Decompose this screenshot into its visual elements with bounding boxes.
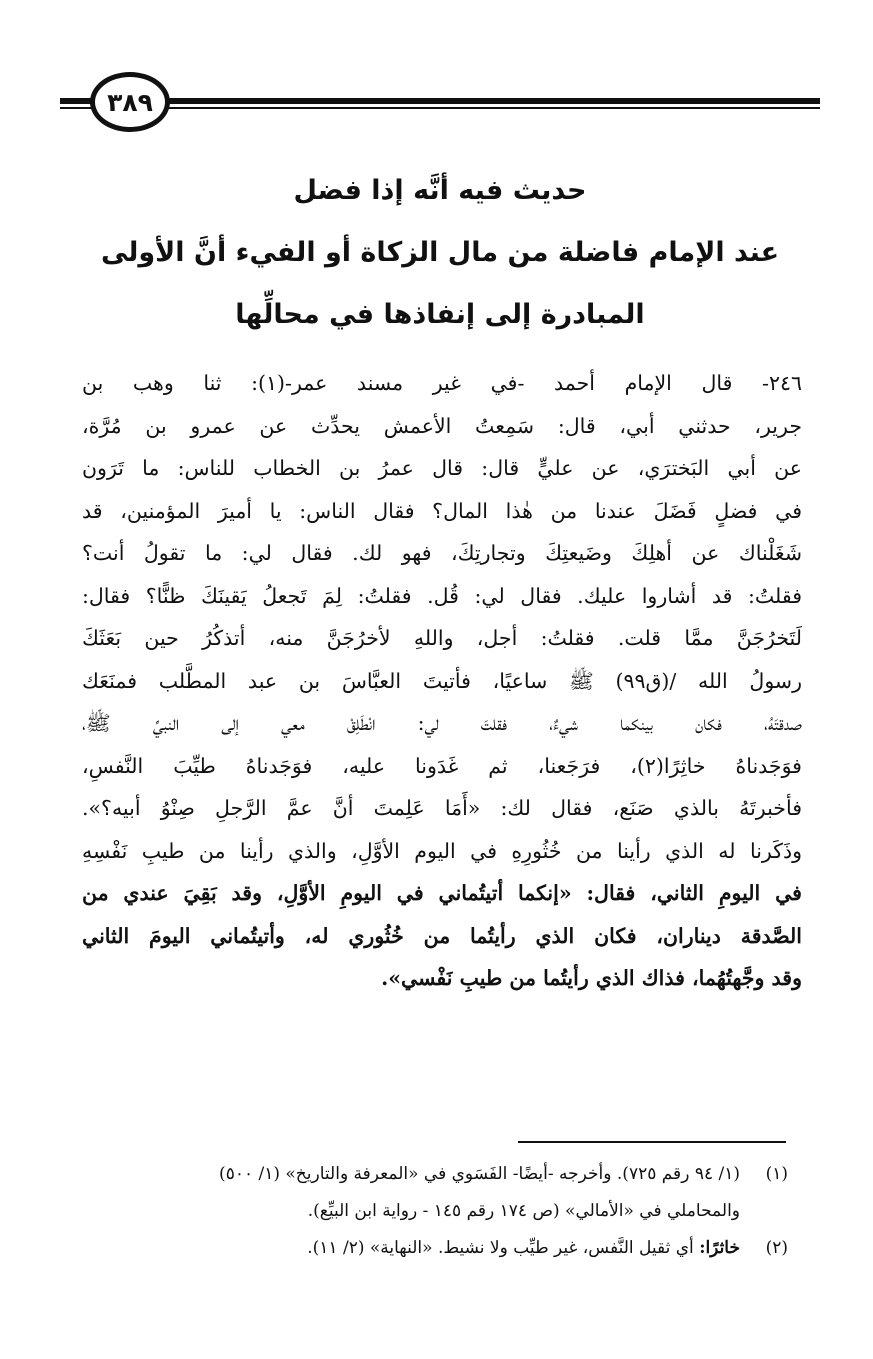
footnotes — [60, 1156, 788, 1267]
body-line: جرير، حدثني أبي، قال: سَمِعتُ الأعمش يحدِّث عن عمرو بن مُرَّة، — [82, 413, 802, 438]
body-line: في اليومِ الثاني، فقال: «إنكما أتيتُماني في اليومِ الأوَّلِ، وقد بَقِيَ عندي من — [82, 881, 802, 905]
chapter-title — [80, 160, 800, 346]
body-line: فأخبرتَهُ بالذي صَنَع، فقال لك: «أَمَا عَلِمتَ أنَّ عمَّ الرَّجلِ صِنْوُ أبيه؟». — [82, 796, 802, 820]
header-rule-thin — [60, 107, 820, 109]
title-line: عند الإمام فاضلة من مال الزكاة أو الفيء أنَّ الأولى — [100, 237, 780, 268]
body-line: في فضلٍ فَضَلَ عندنا من هٰذا المال؟ فقال الناس: يا أميرَ المؤمنين، قد — [82, 498, 802, 523]
footnote-term: خاثرًا: — [699, 1238, 740, 1258]
body-line: ٢٤٦- قال الإمام أحمد -في غير مسند عمر-(١): ثنا وهب بن — [82, 371, 802, 395]
hadith-body — [82, 362, 802, 1000]
header-rule-thick — [60, 98, 820, 104]
page-number: ٣٨٩ — [90, 72, 170, 132]
title-line: المبادرة إلى إنفاذها في محالِّها — [235, 299, 645, 330]
page-header — [60, 72, 820, 134]
body-line: الصَّدقة ديناران، فكان الذي رأيتُما من خُثُوري له، وأتيتُماني اليومَ الثاني — [82, 923, 802, 948]
footnote-number: (٢) — [765, 1238, 788, 1258]
body-line: فقلتُ: قد أشاروا عليك. فقال لي: قُل. فقلتُ: لِمَ تَجعلُ يَقينَكَ ظنًّا؟ فقال: — [82, 583, 802, 608]
footnote-1-continued — [60, 1193, 788, 1230]
body-line: رسولُ الله /(ق٩٩) ﷺ ساعيًا، فأتيتَ العبَّاسَ بن عبد المطَّلب فمنَعَك — [82, 668, 802, 693]
body-line: وذَكَرنا له الذي رأينا من خُثُورِهِ في اليوم الأوَّلِ، والذي رأينا من طيبِ نَفْسِهِ — [82, 838, 802, 863]
footnote-text: والمحاملي في «الأمالي» (ص ١٧٤ رقم ١٤٥ - رواية ابن البيِّع). — [307, 1201, 740, 1221]
body-line: شَغَلْناك عن أهلِكَ وضَيعتِكَ وتجارتِكَ، فهو لك. فقال لي: ما تقولُ أنت؟ — [82, 541, 802, 565]
body-line: صدقتَهُ، فكان بينكما شيءٌ، فقلتَ لي: انْطَلِقْ معي إلى النبيِّ ﷺ، — [82, 711, 802, 735]
body-line: وقد وجَّهتُهُما، فذاك الذي رأيتُما من طيبِ نَفْسي». — [381, 966, 802, 990]
footnote-divider — [518, 1141, 786, 1143]
footnote-text: أي ثقيل النَّفس، غير طيِّب ولا نشيط. «النهاية» (٢/ ١١). — [307, 1238, 694, 1258]
title-line: حديث فيه أنَّه إذا فضل — [293, 175, 587, 206]
body-line: فوَجَدناهُ خاثِرًا(٢)، فرَجَعنا، ثم غَدَونا عليه، فوَجَدناهُ طيِّبَ النَّفسِ، — [82, 753, 802, 778]
body-line: عن أبي البَخترَي، عن عليٍّ قال: قال عمرُ بن الخطاب للناس: ما تَرَون — [82, 456, 802, 480]
footnote-number: (١) — [765, 1164, 788, 1184]
footnote-1 — [60, 1156, 788, 1193]
body-line: لَتَخرُجَنَّ ممَّا قلت. فقلتُ: أجل، واللهِ لأخرُجَنَّ منه، أتذكُرُ حين بَعَثَكَ — [82, 626, 802, 650]
footnote-text: (١/ ٩٤ رقم ٧٢٥). وأخرجه -أيضًا- الفَسَوي في «المعرفة والتاريخ» (١/ ٥٠٠) — [219, 1164, 740, 1184]
footnote-2 — [60, 1230, 788, 1267]
